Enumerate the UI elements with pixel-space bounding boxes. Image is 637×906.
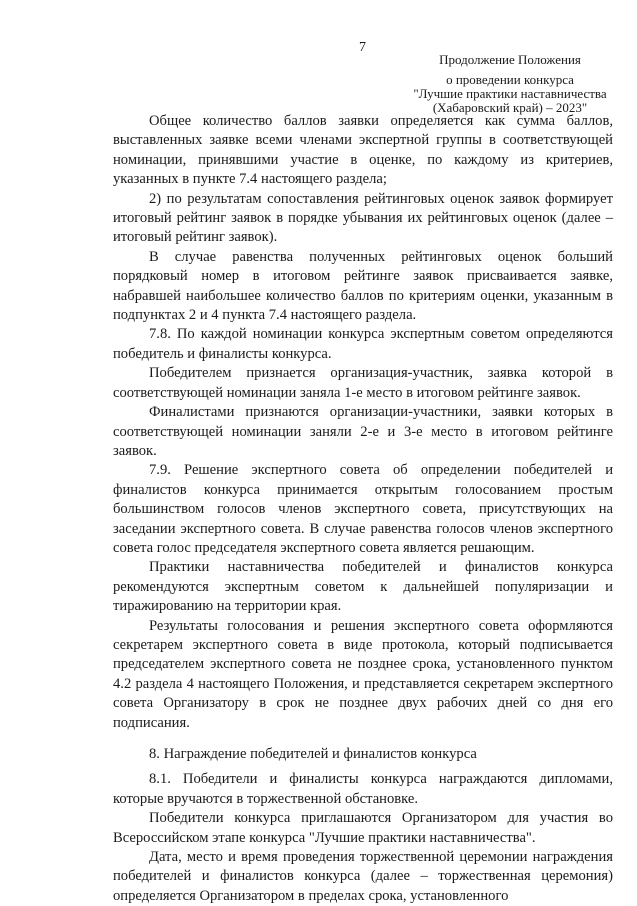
paragraph: В случае равенства полученных рейтинговых оценок больший порядковый номер в итоговом рейтинге заявок присваивается заявке, набравшей наибольшее количество баллов по критериям оценки, указанным в подпунктах 2 и 4 пункта 7.4 настоящего раздела.: [113, 248, 613, 324]
paragraph: Общее количество баллов заявки определяется как сумма баллов, выставленных заявке всеми членами экспертной группы в соответствующей номинации, принявшими участие в оценке, по каждому из критериев, указанных в пункте 7.4 настоящего раздела;: [113, 113, 613, 188]
paragraph: Дата, место и время проведения торжественной церемонии награждения победителей и финалистов конкурса (далее – торжественная церемония) определяется Организатором в пределах срока, установленного: [113, 849, 613, 904]
paragraph: Практики наставничества победителей и финалистов конкурса рекомендуются экспертным советом к дальнейшей популяризации и тиражированию на территории края.: [113, 559, 613, 615]
section-heading: 8. Награждение победителей и финалистов конкурса: [149, 746, 477, 762]
page-number: 7: [359, 40, 366, 55]
document-body: [113, 112, 613, 906]
paragraph: 2) по результатам сопоставления рейтинговых оценок заявок формирует итоговый рейтинг заявок в порядке убывания их рейтинговых оценок (далее – итоговый рейтинг заявок).: [113, 190, 613, 246]
paragraph: Победителем признается организация-участник, заявка которой в соответствующей номинации заняла 1-е место в итоговом рейтинге заявок.: [113, 365, 613, 401]
paragraph: 7.9. Решение экспертного совета об определении победителей и финалистов конкурса принимается открытым голосованием простым большинством голосов членов экспертного совета, присутствующих на заседании экспертного совета. В случае равенства голосов членов экспертного совета голос председателя экспертного совета является решающим.: [113, 462, 613, 556]
paragraph: 7.8. По каждой номинации конкурса экспертным советом определяются победитель и финалисты конкурса.: [113, 326, 613, 362]
header-line-2: о проведении конкурса: [446, 72, 574, 87]
paragraph: 8.1. Победители и финалисты конкурса награждаются дипломами, которые вручаются в торжественной обстановке.: [113, 771, 613, 807]
paragraph: Финалистами признаются организации-участники, заявки которых в соответствующей номинации заняли 2-е и 3-е место в итоговом рейтинге заявок.: [113, 404, 613, 459]
paragraph: Победители конкурса приглашаются Организатором для участия во Всероссийском этапе конкурса "Лучшие практики наставничества".: [113, 810, 613, 846]
header-line-1: Продолжение Положения: [439, 52, 581, 67]
paragraph: Результаты голосования и решения экспертного совета оформляются секретарем экспертного совета в виде протокола, который подписывается председателем экспертного совета не позднее срока, установленного пунктом 4.2 раздела 4 настоящего Положения, и представляется секретарем экспертного совета Организатору в срок не позднее двух рабочих дней со дня его подписания.: [113, 617, 613, 731]
header-line-4: (Хабаровский край) – 2023": [432, 100, 588, 115]
header-line-3: "Лучшие практики наставничества: [413, 86, 607, 101]
continuation-header: [400, 53, 620, 115]
